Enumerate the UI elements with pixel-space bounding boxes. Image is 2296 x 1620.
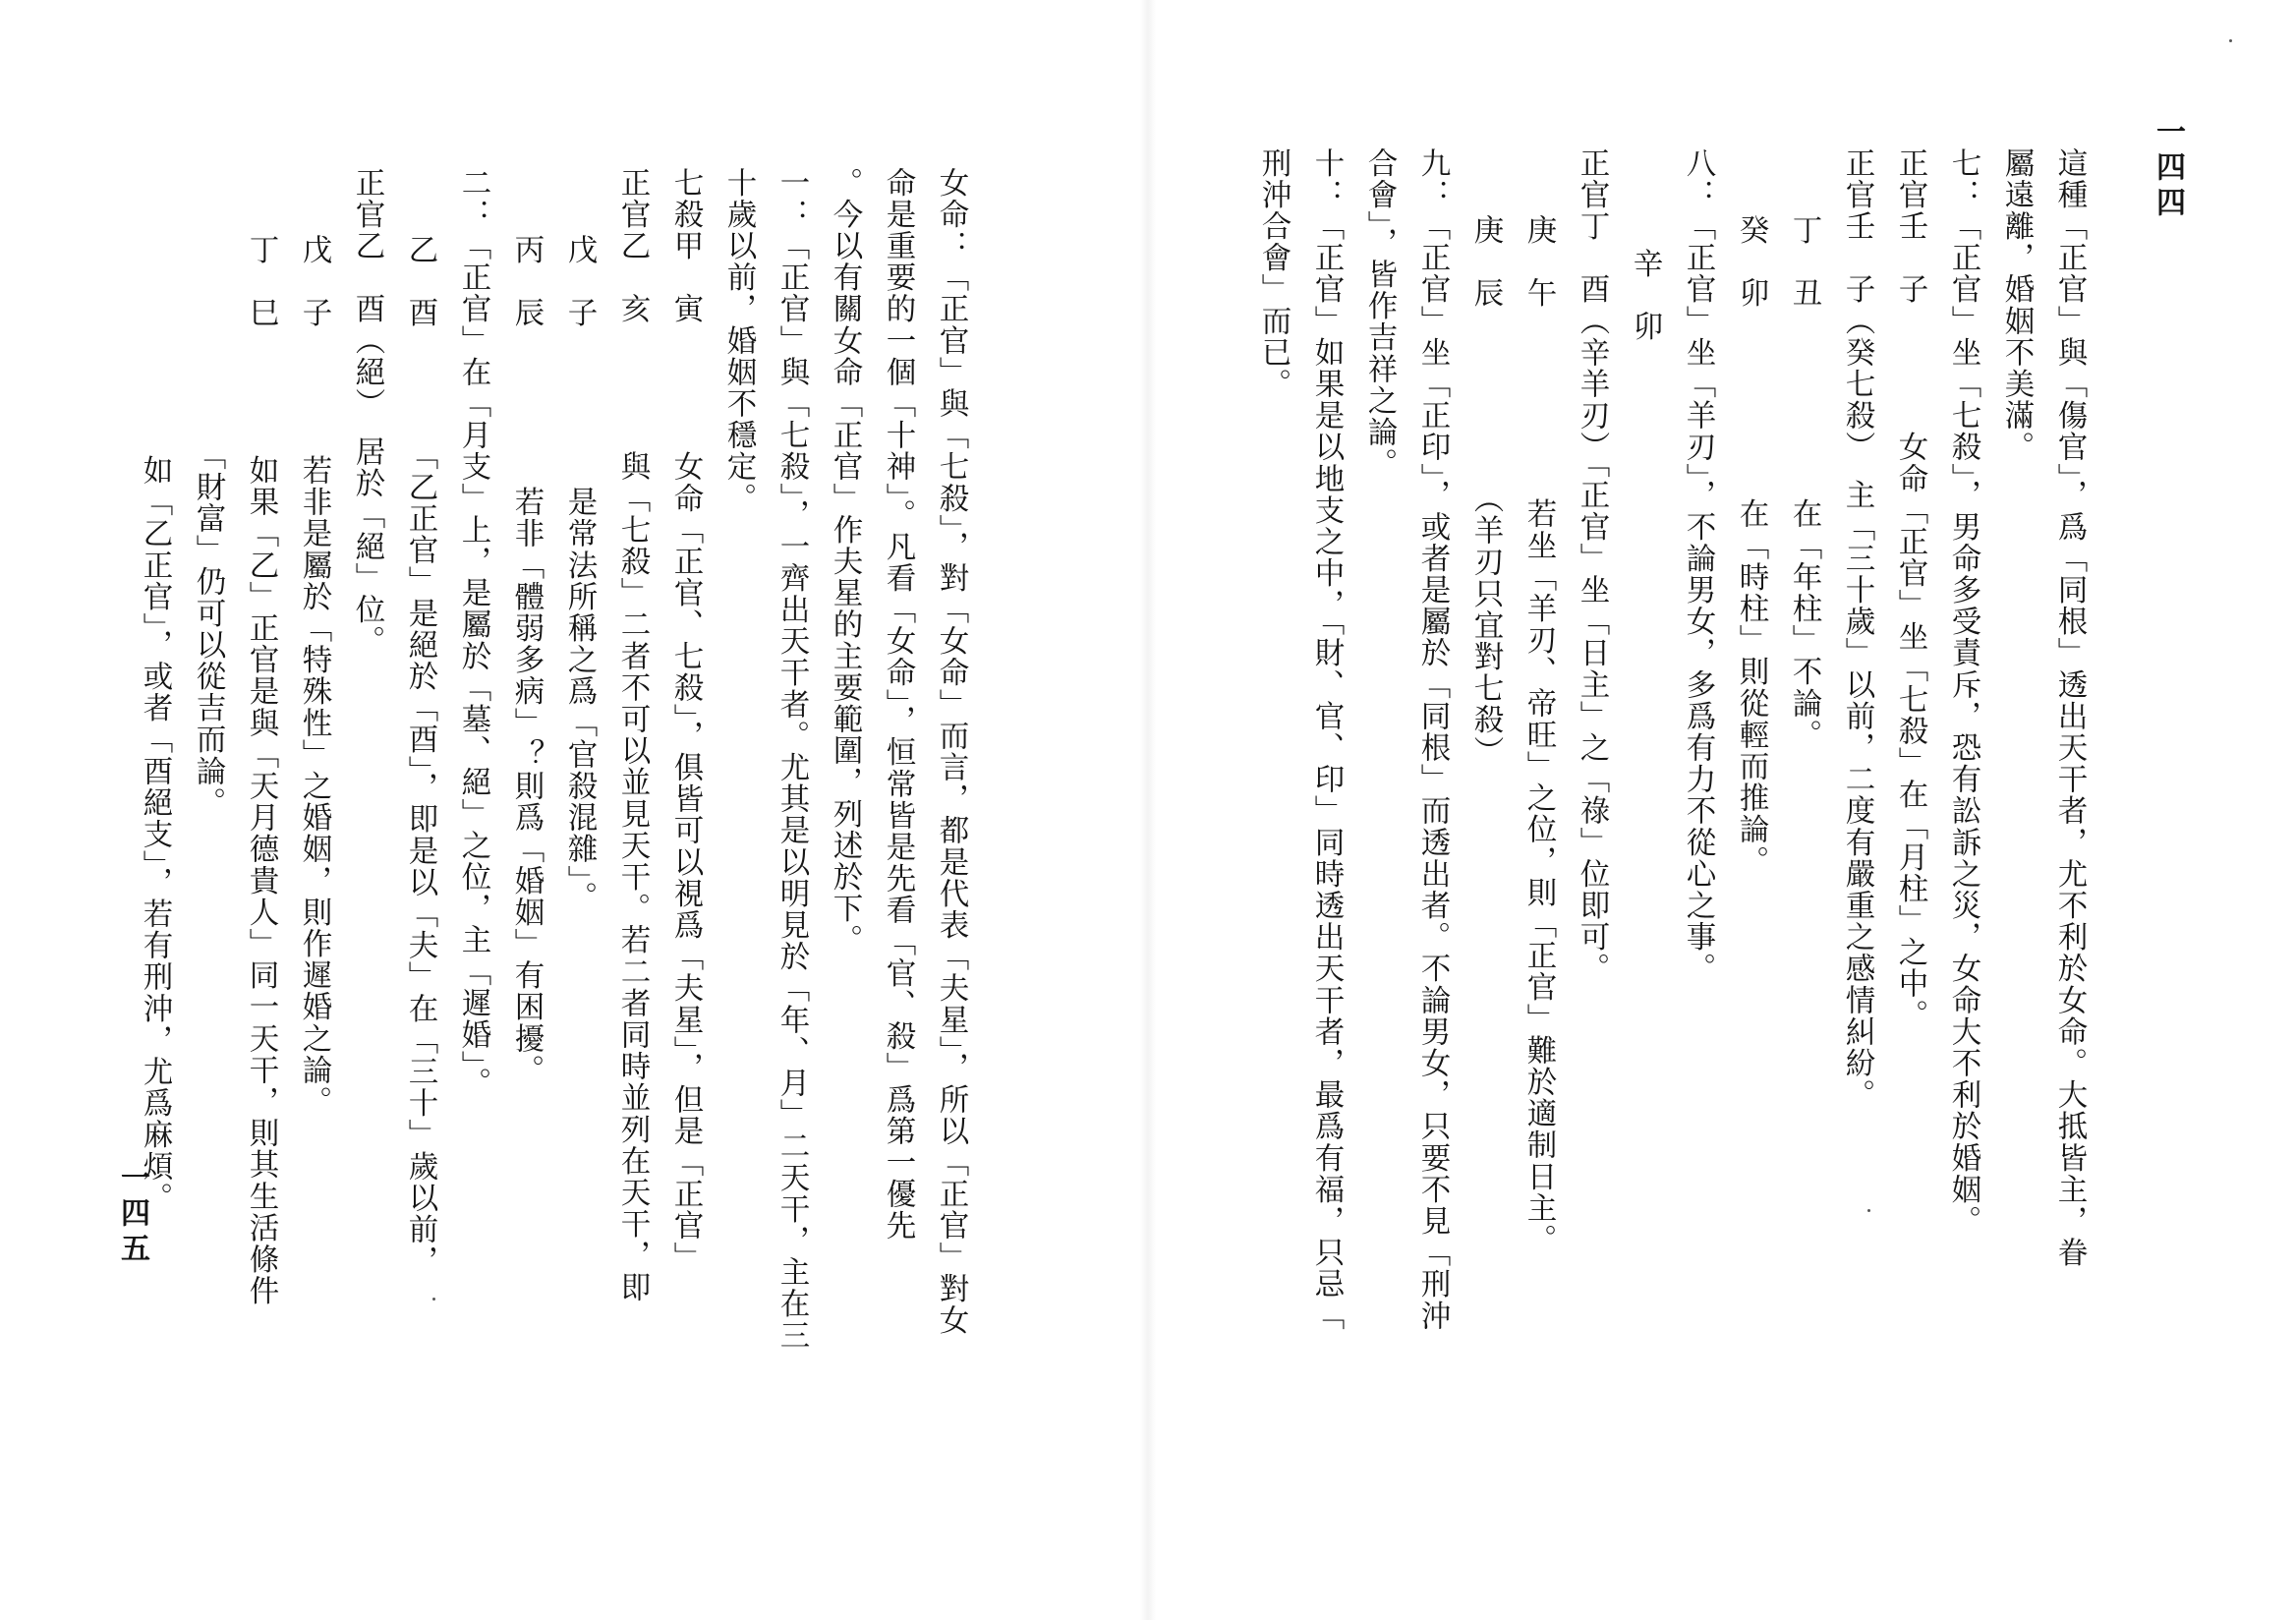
text-line: 「財富」仍可以從吉而論。 bbox=[191, 234, 225, 819]
text-line: 。今以有關女命「正官」作夫星的主要範圍，列述於下。 bbox=[828, 167, 862, 956]
text-line: 戊 子 若非是屬於「特殊性」之婚姻，則作遲婚之論。 bbox=[297, 234, 331, 1118]
page-number-144: 一四四 bbox=[2151, 116, 2185, 222]
text-line: 戊 子 是常法所稱之爲「官殺混雜」。 bbox=[562, 234, 597, 913]
scan-speck bbox=[2229, 39, 2232, 42]
text-line: 七殺甲 寅 女命「正官、七殺」，俱皆可以視爲「夫星」，但是「正官」 bbox=[668, 167, 703, 1274]
text-line: 正官壬 子（癸七殺） 主「三十歲」以前，二度有嚴重之感情糾紛。 bbox=[1840, 147, 1874, 1111]
text-line: 屬遠離，婚姻不美滿。 bbox=[1999, 147, 2034, 463]
right-page bbox=[1148, 0, 2296, 1620]
text-line: 丁 丑 在「年柱」不論。 bbox=[1787, 214, 1821, 751]
text-line: 七：「正官」坐「七殺」，男命多受責斥，恐有訟訴之災，女命大不利於婚姻。 bbox=[1946, 147, 1980, 1238]
page-number-145: 一四五 bbox=[115, 1162, 149, 1268]
text-line: 九：「正官」坐「正印」，或者是屬於「同根」而透出者。不論男女，只要不見「刑沖 bbox=[1415, 147, 1450, 1332]
text-line: 刑沖合會」而已。 bbox=[1256, 147, 1291, 400]
left-page-text bbox=[128, 167, 977, 1543]
text-line: 正官乙 亥 與「七殺」二者不可以並見天干。若二者同時並列在天干，即 bbox=[615, 167, 650, 1303]
text-line: 辛 卯 bbox=[1628, 248, 1662, 343]
text-line: 八：「正官」坐「羊刃」，不論男女，多爲有力不從心之事。 bbox=[1681, 147, 1715, 985]
text-line: 丁 巳 如果「乙」正官是與「天月德貴人」同一天干，則其生活條件 bbox=[244, 234, 278, 1307]
text-line: 正官乙 酉（絕） 居於「絕」位。 bbox=[350, 167, 384, 658]
text-line: 癸 卯 在「時柱」則從輕而推論。 bbox=[1734, 214, 1768, 878]
text-line: 庚 午 若坐「羊刃、帝旺」之位，則「正官」難於適制日主。 bbox=[1521, 214, 1556, 1256]
text-line: 十：「正官」如果是以地支之中，「財、官、印」同時透出天干者，最爲有福，只忌「 bbox=[1309, 147, 1344, 1332]
text-line: 二：「正官」在「月支」上，是屬於「墓、絕」之位，主「遲婚」。 bbox=[456, 167, 490, 1099]
text-line: 這種「正官」與「傷官」，爲「同根」透出天干者，尤不利於女命。大抵皆主，眷 bbox=[2052, 147, 2087, 1269]
text-line: 正官丁 酉（辛羊刃）「正官」坐「日主」之「祿」位即可。 bbox=[1575, 147, 1609, 985]
scan-speck bbox=[1867, 1209, 1870, 1212]
text-line: 女命：「正官」與「七殺」，對「女命」而言，都是代表「夫星」，所以「正官」對女 bbox=[934, 167, 968, 1337]
text-line: 十歲以前，婚姻不穩定。 bbox=[721, 167, 756, 515]
text-line: 命是重要的一個「十神」。凡看「女命」，恒常皆是先看「官、殺」爲第一優先 bbox=[881, 167, 915, 1242]
text-line: 一：「正官」與「七殺」，一齊出天干者。尤其是以明見於「年、月」二天干，主在三 bbox=[775, 167, 809, 1352]
text-line: 乙 酉 「乙正官」是絕於「酉」，即是以「夫」在「三十」歲以前， bbox=[403, 234, 437, 1277]
text-line: 丙 辰 若非「體弱多病」？則爲「婚姻」有困擾。 bbox=[509, 234, 544, 1086]
right-page-text bbox=[1246, 147, 2095, 1543]
scan-speck bbox=[432, 1298, 435, 1301]
text-line: 正官壬 子 女命「正官」坐「七殺」在「月柱」之中。 bbox=[1893, 147, 1927, 1031]
text-line: 合會」，皆作吉祥之論。 bbox=[1362, 147, 1397, 480]
text-line: 庚 辰 （羊刃只宜對七殺） bbox=[1468, 214, 1503, 768]
text-line: 如「乙正官」，或者「酉絕支」，若有刑沖，尤爲麻煩。 bbox=[138, 234, 172, 1214]
